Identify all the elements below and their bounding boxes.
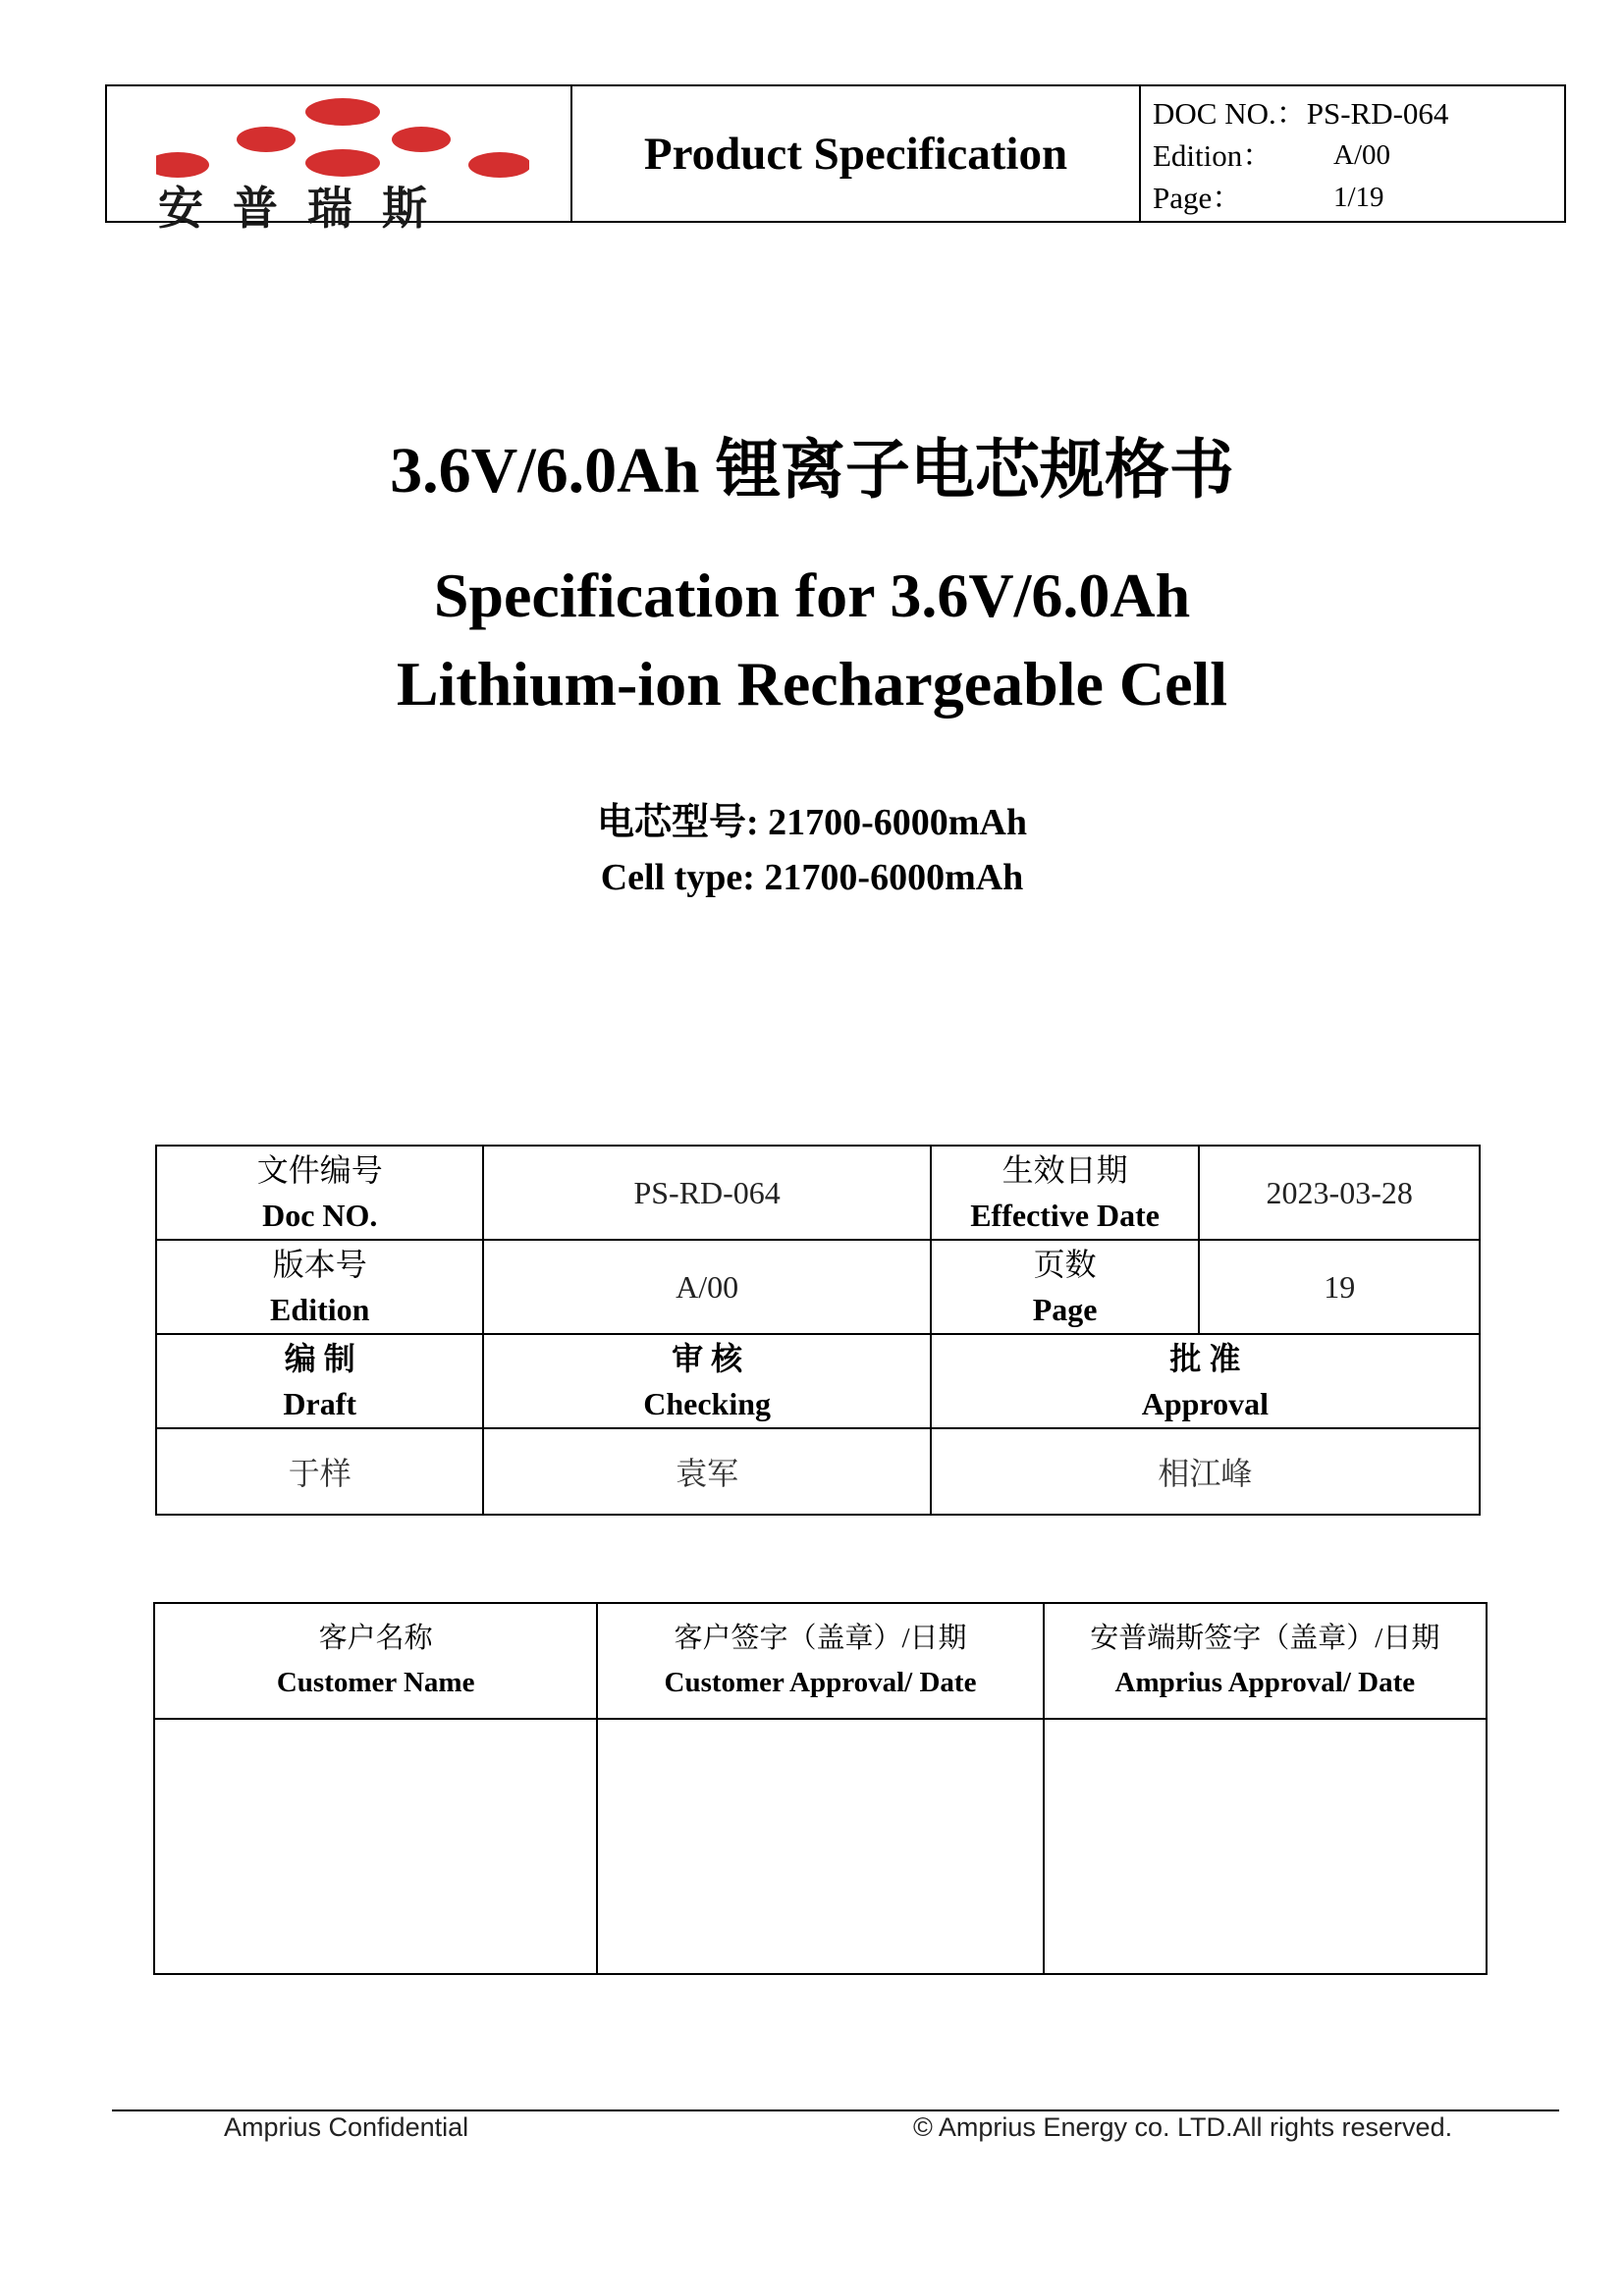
logo-dot [392, 127, 451, 152]
logo-dot [237, 127, 296, 152]
effective-date-value-cell: 2023-03-28 [1199, 1146, 1480, 1240]
table-row [156, 1240, 1480, 1334]
checking-name-cell: 袁军 [483, 1428, 930, 1515]
page-label: Page： [1153, 181, 1243, 215]
title-english-line1: Specification for 3.6V/6.0Ah [433, 561, 1191, 630]
customer-name-field [154, 1719, 597, 1974]
doc-no-row [1153, 92, 1564, 134]
document-info-table [155, 1145, 1481, 1516]
page-value: 1/19 [1333, 182, 1384, 213]
approval-label-cn: 批 准 [1169, 1341, 1241, 1376]
effective-date-label-cell [931, 1146, 1200, 1240]
effective-date-label-cn: 生效日期 [1001, 1152, 1128, 1188]
amprius-approval-header-en: Amprius Approval/ Date [1114, 1667, 1416, 1698]
cell-type [0, 795, 1624, 905]
header-title: Product Specification [572, 86, 1141, 221]
customer-approval-table [153, 1602, 1488, 1975]
customer-name-header-cn: 客户名称 [318, 1623, 433, 1654]
amprius-approval-header-cn: 安普端斯签字（盖章）/日期 [1090, 1623, 1440, 1654]
checking-label-cn: 审 核 [672, 1341, 743, 1376]
title-english-line2: Lithium-ion Rechargeable Cell [396, 649, 1228, 719]
doc-no-label: DOC NO.： [1153, 96, 1307, 131]
draft-label-cell [156, 1334, 483, 1428]
header-meta [1141, 86, 1564, 221]
doc-no-label-en: Doc NO. [262, 1198, 378, 1233]
approval-name-cell: 相江峰 [931, 1428, 1480, 1515]
table-row [156, 1334, 1480, 1428]
doc-no-value-cell: PS-RD-064 [483, 1146, 930, 1240]
cell-type-english: Cell type: 21700-6000mAh [600, 857, 1024, 898]
page-label-cn: 页数 [1033, 1247, 1097, 1282]
footer-copyright: © Amprius Energy co. LTD.All rights reserved. [913, 2112, 1453, 2142]
footer-confidential: Amprius Confidential [224, 2112, 469, 2142]
customer-name-header-en: Customer Name [276, 1667, 475, 1698]
table-row [154, 1603, 1487, 1719]
effective-date-label-en: Effective Date [970, 1198, 1160, 1233]
logo-cell [107, 86, 572, 235]
document-header [105, 84, 1566, 235]
doc-no-value: PS-RD-064 [1306, 96, 1449, 131]
amprius-approval-header [1044, 1603, 1487, 1719]
table-row [156, 1428, 1480, 1515]
doc-no-label-cn: 文件编号 [256, 1152, 383, 1188]
footer-divider [112, 2109, 1559, 2111]
page-value-cell: 19 [1199, 1240, 1480, 1334]
approval-label-cell [931, 1334, 1480, 1428]
title-chinese: 3.6V/6.0Ah 锂离子电芯规格书 [390, 435, 1234, 507]
cell-type-chinese: 电芯型号: 21700-6000mAh [596, 802, 1028, 843]
doc-no-label-cell [156, 1146, 483, 1240]
page-label-en: Page [1032, 1292, 1098, 1327]
page-row [1153, 177, 1564, 219]
edition-label: Edition： [1153, 138, 1273, 173]
edition-label-cell [156, 1240, 483, 1334]
logo-wordmark: 安普瑞斯 [158, 182, 457, 235]
edition-label-cn: 版本号 [272, 1247, 367, 1282]
title-english [0, 552, 1624, 728]
edition-label-en: Edition [270, 1292, 370, 1327]
customer-approval-header-cn: 客户签字（盖章）/日期 [674, 1623, 967, 1654]
approval-label-en: Approval [1141, 1386, 1269, 1421]
customer-approval-header-en: Customer Approval/ Date [664, 1667, 977, 1698]
page-label-cell [931, 1240, 1200, 1334]
draft-label-en: Draft [283, 1386, 357, 1421]
checking-label-cell [483, 1334, 930, 1428]
edition-value: A/00 [1333, 139, 1390, 171]
edition-row [1153, 134, 1564, 177]
customer-approval-field [597, 1719, 1043, 1974]
customer-name-header [154, 1603, 597, 1719]
checking-label-en: Checking [643, 1386, 772, 1421]
logo-dot [305, 98, 380, 126]
edition-value-cell: A/00 [483, 1240, 930, 1334]
table-row [156, 1146, 1480, 1240]
company-logo [156, 92, 529, 181]
table-row [154, 1719, 1487, 1974]
customer-approval-header [597, 1603, 1043, 1719]
draft-name-cell: 于样 [156, 1428, 483, 1515]
draft-label-cn: 编 制 [284, 1341, 355, 1376]
amprius-approval-field [1044, 1719, 1487, 1974]
